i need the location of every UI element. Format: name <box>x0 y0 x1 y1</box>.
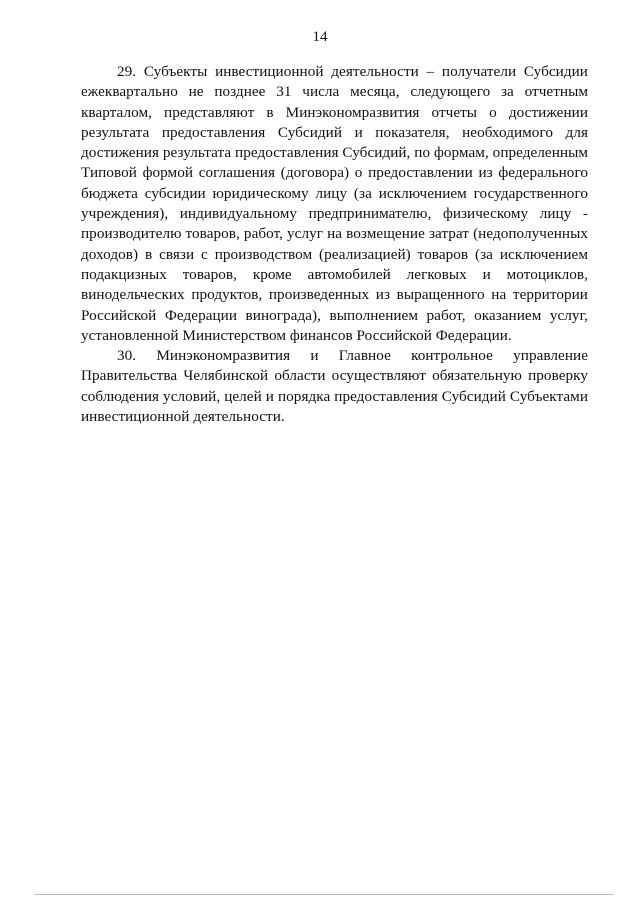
document-body <box>81 62 588 427</box>
page-number: 14 <box>312 29 328 45</box>
paragraph-29: 29. Субъекты инвестиционной деятельности – получатели Субсидии ежеквартально не позднее 31 числа месяца, следующего за отчетным кварталом, представляют в Минэкономразвития отчеты о достижении результата предоставления Субсидий и показателя, необходимого для достижения результата предоставления Субсидий, по формам, определенным Типовой формой соглашения (договора) о предоставлении из федерального бюджета субсидии юридическому лицу (за исключением государственного учреждения), индивидуальному предпринимателю, физическому лицу - производителю товаров, работ, услуг на возмещение затрат (недополученных доходов) в связи с производством (реализацией) товаров (за исключением подакцизных товаров, кроме автомобилей легковых и мотоциклов, винодельческих продуктов, произведенных из выращенного на территории Российской Федерации винограда), выполнением работ, оказанием услуг, установленной Министерством финансов Российской Федерации. <box>81 63 588 344</box>
paragraph-30: 30. Минэкономразвития и Главное контрольное управление Правительства Челябинской области осуществляют обязательную проверку соблюдения условий, целей и порядка предоставления Субсидий Субъектами инвестиционной деятельности. <box>81 347 588 426</box>
page-bottom-rule <box>34 894 614 895</box>
